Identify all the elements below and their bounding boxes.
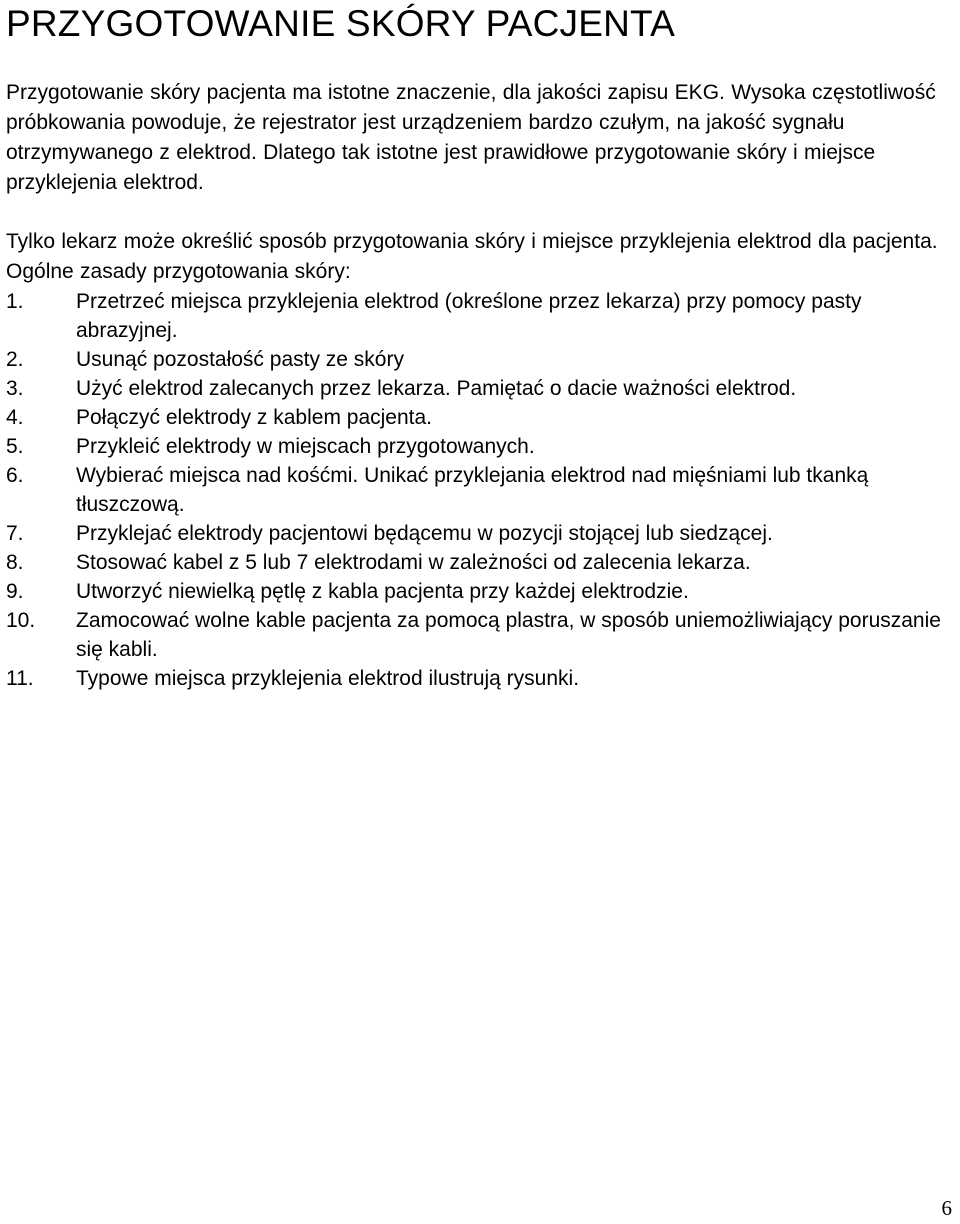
rules-list xyxy=(6,287,954,693)
list-item-number: 10. xyxy=(6,609,36,632)
list-item-number: 8. xyxy=(6,551,24,574)
list-item xyxy=(6,432,954,461)
list-item xyxy=(6,403,954,432)
list-item-text: Zamocować wolne kable pacjenta za pomocą plastra, w sposób uniemożliwiający poruszanie się kabli. xyxy=(76,609,941,661)
document-page xyxy=(6,0,954,693)
list-item xyxy=(6,664,954,693)
list-item-text: Usunąć pozostałość pasty ze skóry xyxy=(76,348,404,371)
list-item-text: Połączyć elektrody z kablem pacjenta. xyxy=(76,406,433,429)
list-item-text: Przykleić elektrody w miejscach przygotowanych. xyxy=(76,435,535,458)
list-item-number: 6. xyxy=(6,464,24,487)
page-title: PRZYGOTOWANIE SKÓRY PACJENTA xyxy=(6,3,675,44)
list-item xyxy=(6,548,954,577)
list-item-text: Stosować kabel z 5 lub 7 elektrodami w zależności od zalecenia lekarza. xyxy=(76,551,751,574)
list-item-text: Użyć elektrod zalecanych przez lekarza. Pamiętać o dacie ważności elektrod. xyxy=(76,377,797,400)
list-item xyxy=(6,461,954,519)
list-item xyxy=(6,577,954,606)
list-item-text: Wybierać miejsca nad kośćmi. Unikać przyklejania elektrod nad mięśniami lub tkanką tłuszczową. xyxy=(76,464,869,516)
list-item xyxy=(6,345,954,374)
list-item-number: 1. xyxy=(6,290,24,313)
list-item-text: Utworzyć niewielką pętlę z kabla pacjenta przy każdej elektrodzie. xyxy=(76,580,689,603)
doctor-note-paragraph: Tylko lekarz może określić sposób przygotowania skóry i miejsce przyklejenia elektrod dla pacjenta. xyxy=(6,230,938,253)
list-item-number: 11. xyxy=(6,667,34,690)
list-item-text: Przyklejać elektrody pacjentowi będącemu w pozycji stojącej lub siedzącej. xyxy=(76,522,773,545)
list-item-text: Typowe miejsca przyklejenia elektrod ilustrują rysunki. xyxy=(76,667,580,690)
list-item xyxy=(6,606,954,664)
list-item xyxy=(6,374,954,403)
paragraph-spacer xyxy=(6,198,954,227)
list-item-number: 7. xyxy=(6,522,24,545)
rules-heading: Ogólne zasady przygotowania skóry: xyxy=(6,260,351,283)
intro-paragraph: Przygotowanie skóry pacjenta ma istotne znaczenie, dla jakości zapisu EKG. Wysoka częstotliwość próbkowania powoduje, że rejestrator jest urządzeniem bardzo czułym, na jakość sygnału otrzymywanego z elektrod. Dlatego tak istotne jest prawidłowe przygotowanie skóry i miejsce przyklejenia elektrod. xyxy=(6,81,936,194)
list-item xyxy=(6,287,954,345)
page-number: 6 xyxy=(941,1196,952,1220)
list-item-number: 2. xyxy=(6,348,24,371)
list-item-number: 3. xyxy=(6,377,24,400)
list-item-number: 9. xyxy=(6,580,24,603)
list-item-number: 5. xyxy=(6,435,24,458)
list-item-text: Przetrzeć miejsca przyklejenia elektrod (określone przez lekarza) przy pomocy pasty abrazyjnej. xyxy=(76,290,862,342)
list-item-number: 4. xyxy=(6,406,24,429)
list-item xyxy=(6,519,954,548)
